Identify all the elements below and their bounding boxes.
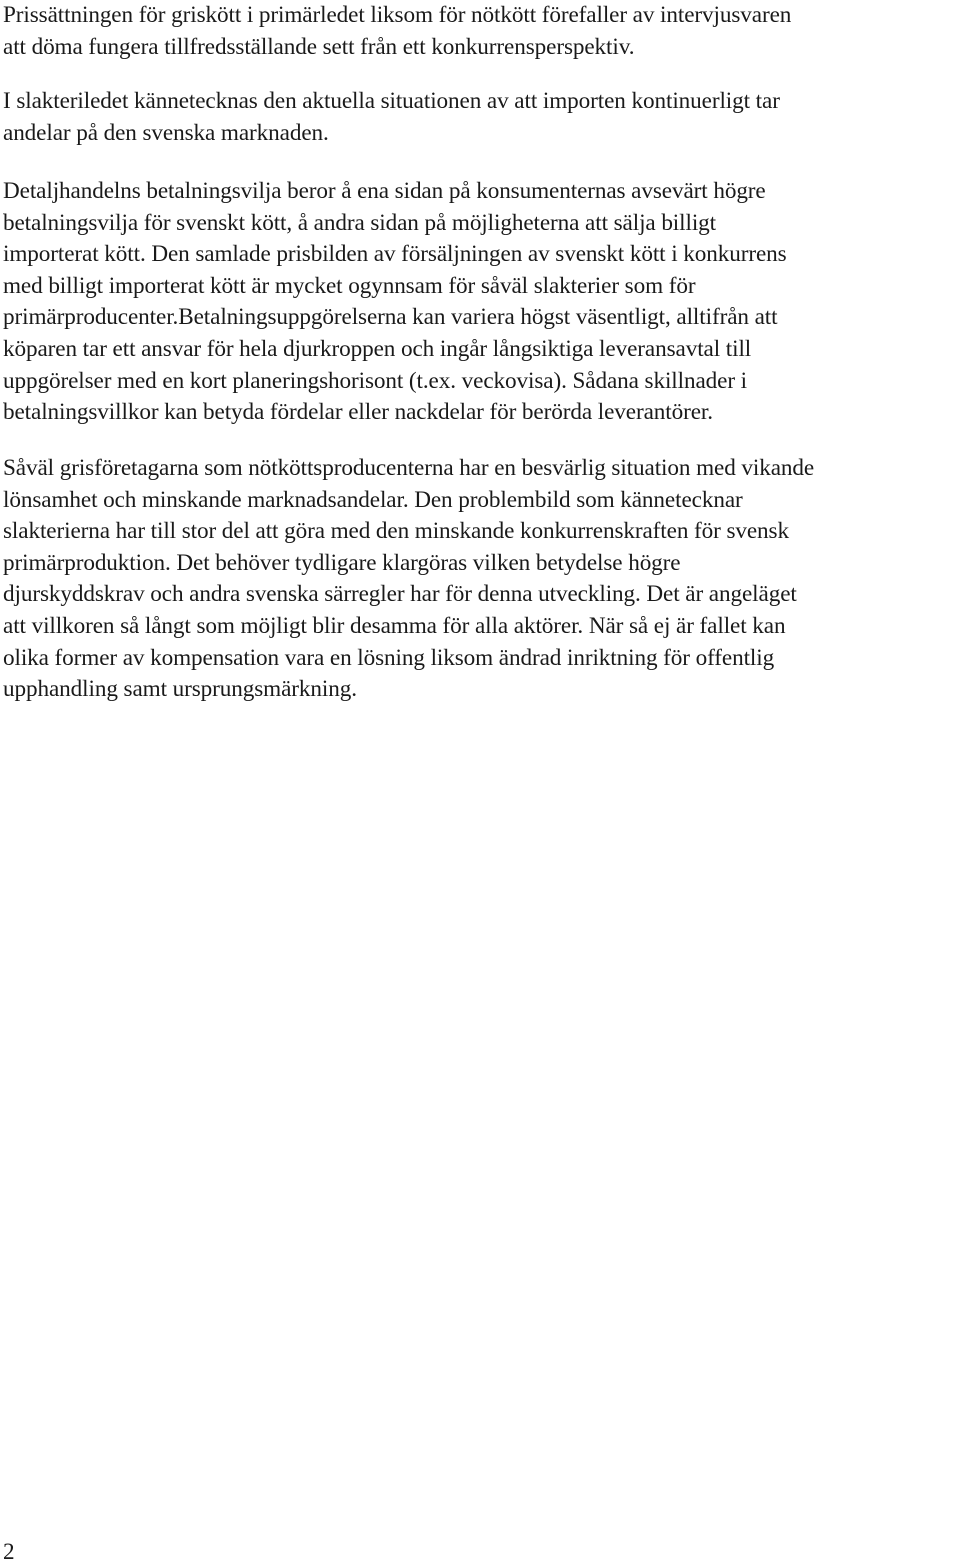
paragraph-slaughter-import xyxy=(3,86,958,149)
text-line: andelar på den svenska marknaden. xyxy=(3,119,329,146)
paragraph-producers-situation xyxy=(3,453,958,706)
text-line: betalningsvilja för svenskt kött, å andra sidan på möjligheterna att sälja billigt xyxy=(3,209,717,236)
text-line: Prissättningen för griskött i primärledet liksom för nötkött förefaller av intervjusvaren xyxy=(3,2,792,28)
text-line: lönsamhet och minskande marknadsandelar. Den problembild som kännetecknar xyxy=(3,486,743,513)
text-line: Detaljhandelns betalningsvilja beror å ena sidan på konsumenternas avsevärt högre xyxy=(3,178,766,204)
text-line: djurskyddskrav och andra svenska särregler har för denna utveckling. Det är angeläget xyxy=(3,581,797,608)
text-line: att döma fungera tillfredsställande sett från ett konkurrensperspektiv. xyxy=(3,33,635,60)
page-number: 2 xyxy=(3,1539,15,1565)
text-line: primärproducenter.Betalningsuppgörelserna kan variera högst väsentligt, alltifrån att xyxy=(3,304,778,331)
text-line: I slakteriledet kännetecknas den aktuella situationen av att importen kontinuerligt tar xyxy=(3,88,780,114)
paragraph-pricing-primary xyxy=(3,0,958,63)
text-line: Såväl grisföretagarna som nötköttsproducenterna har en besvärlig situation med vikande xyxy=(3,455,815,481)
paragraph-retail-willingness xyxy=(3,176,958,429)
text-line: slakterierna har till stor del att göra med den minskande konkurrenskraften för svensk xyxy=(3,518,789,545)
text-line: importerat kött. Den samlade prisbilden av försäljningen av svenskt kött i konkurrens xyxy=(3,241,787,268)
text-line: primärproduktion. Det behöver tydligare klargöras vilken betydelse högre xyxy=(3,549,681,576)
text-line: med billigt importerat kött är mycket ogynnsam för såväl slakterier som för xyxy=(3,272,696,299)
text-line: upphandling samt ursprungsmärkning. xyxy=(3,676,357,703)
text-line: att villkoren så långt som möjligt blir desamma för alla aktörer. När så ej är fallet kan xyxy=(3,612,786,639)
text-line: köparen tar ett ansvar för hela djurkroppen och ingår långsiktiga leveransavtal till xyxy=(3,335,752,362)
text-line: betalningsvillkor kan betyda fördelar eller nackdelar för berörda leverantörer. xyxy=(3,399,713,426)
text-line: olika former av kompensation vara en lösning liksom ändrad inriktning för offentlig xyxy=(3,644,775,671)
text-line: uppgörelser med en kort planeringshorisont (t.ex. veckovisa). Sådana skillnader i xyxy=(3,367,747,394)
